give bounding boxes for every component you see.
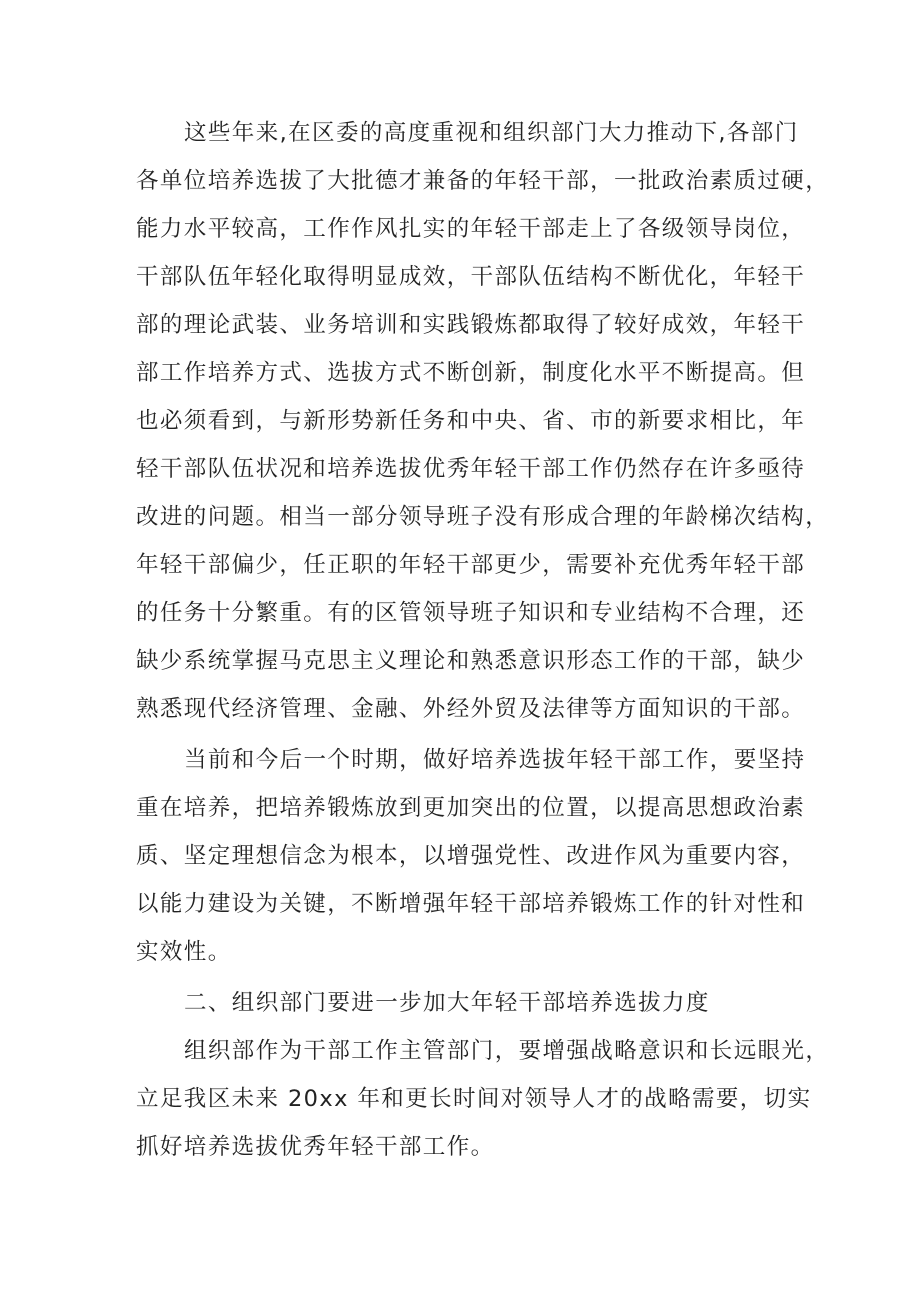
paragraph-3-line-3: 抓好培养选拔优秀年轻干部工作。 <box>136 1134 495 1160</box>
paragraph-1-line-7: 也必须看到，与新形势新任务和中央、省、市的新要求相比，年 <box>136 408 806 434</box>
paragraph-1-line-13: 熟悉现代经济管理、金融、外经外贸及法律等方面知识的干部。 <box>136 696 806 722</box>
paragraph-1-line-11: 的任务十分繁重。有的区管领导班子知识和专业结构不合理，还 <box>136 600 806 626</box>
section-heading: 二、组织部门要进一步加大年轻干部培养选拔力度 <box>184 990 710 1016</box>
paragraph-1-line-10: 年轻干部偏少，任正职的年轻干部更少，需要补充优秀年轻干部 <box>136 552 806 578</box>
paragraph-3-line-2: 立足我区未来 20xx 年和更长时间对领导人才的战略需要，切实 <box>136 1086 812 1112</box>
paragraph-1-line-4: 干部队伍年轻化取得明显成效，干部队伍结构不断优化，年轻干 <box>136 264 806 290</box>
paragraph-3-line-1: 组织部作为干部工作主管部门，要增强战略意识和长远眼光， <box>184 1038 830 1064</box>
paragraph-2-line-3: 质、坚定理想信念为根本，以增强党性、改进作风为重要内容， <box>136 843 806 869</box>
paragraph-1-line-3: 能力水平较高，工作作风扎实的年轻干部走上了各级领导岗位， <box>136 216 806 242</box>
paragraph-2-line-1: 当前和今后一个时期，做好培养选拔年轻干部工作，要坚持 <box>184 747 806 773</box>
paragraph-1-line-9: 改进的问题。相当一部分领导班子没有形成合理的年龄梯次结构， <box>136 504 830 530</box>
paragraph-1-line-2: 各单位培养选拔了大批德才兼备的年轻干部，一批政治素质过硬， <box>136 168 830 194</box>
paragraph-1-line-12: 缺少系统掌握马克思主义理论和熟悉意识形态工作的干部，缺少 <box>136 648 806 674</box>
paragraph-2-line-4: 以能力建设为关键，不断增强年轻干部培养锻炼工作的针对性和 <box>136 891 806 917</box>
paragraph-2-line-5: 实效性。 <box>136 939 232 965</box>
paragraph-1-line-6: 部工作培养方式、选拔方式不断创新，制度化水平不断提高。但 <box>136 360 806 386</box>
paragraph-2-line-2: 重在培养，把培养锻炼放到更加突出的位置，以提高思想政治素 <box>136 795 806 821</box>
paragraph-1-line-5: 部的理论武装、业务培训和实践锻炼都取得了较好成效，年轻干 <box>136 312 806 338</box>
paragraph-1-line-8: 轻干部队伍状况和培养选拔优秀年轻干部工作仍然存在许多亟待 <box>136 456 806 482</box>
paragraph-1-line-1: 这些年来,在区委的高度重视和组织部门大力推动下,各部门 <box>184 120 799 146</box>
